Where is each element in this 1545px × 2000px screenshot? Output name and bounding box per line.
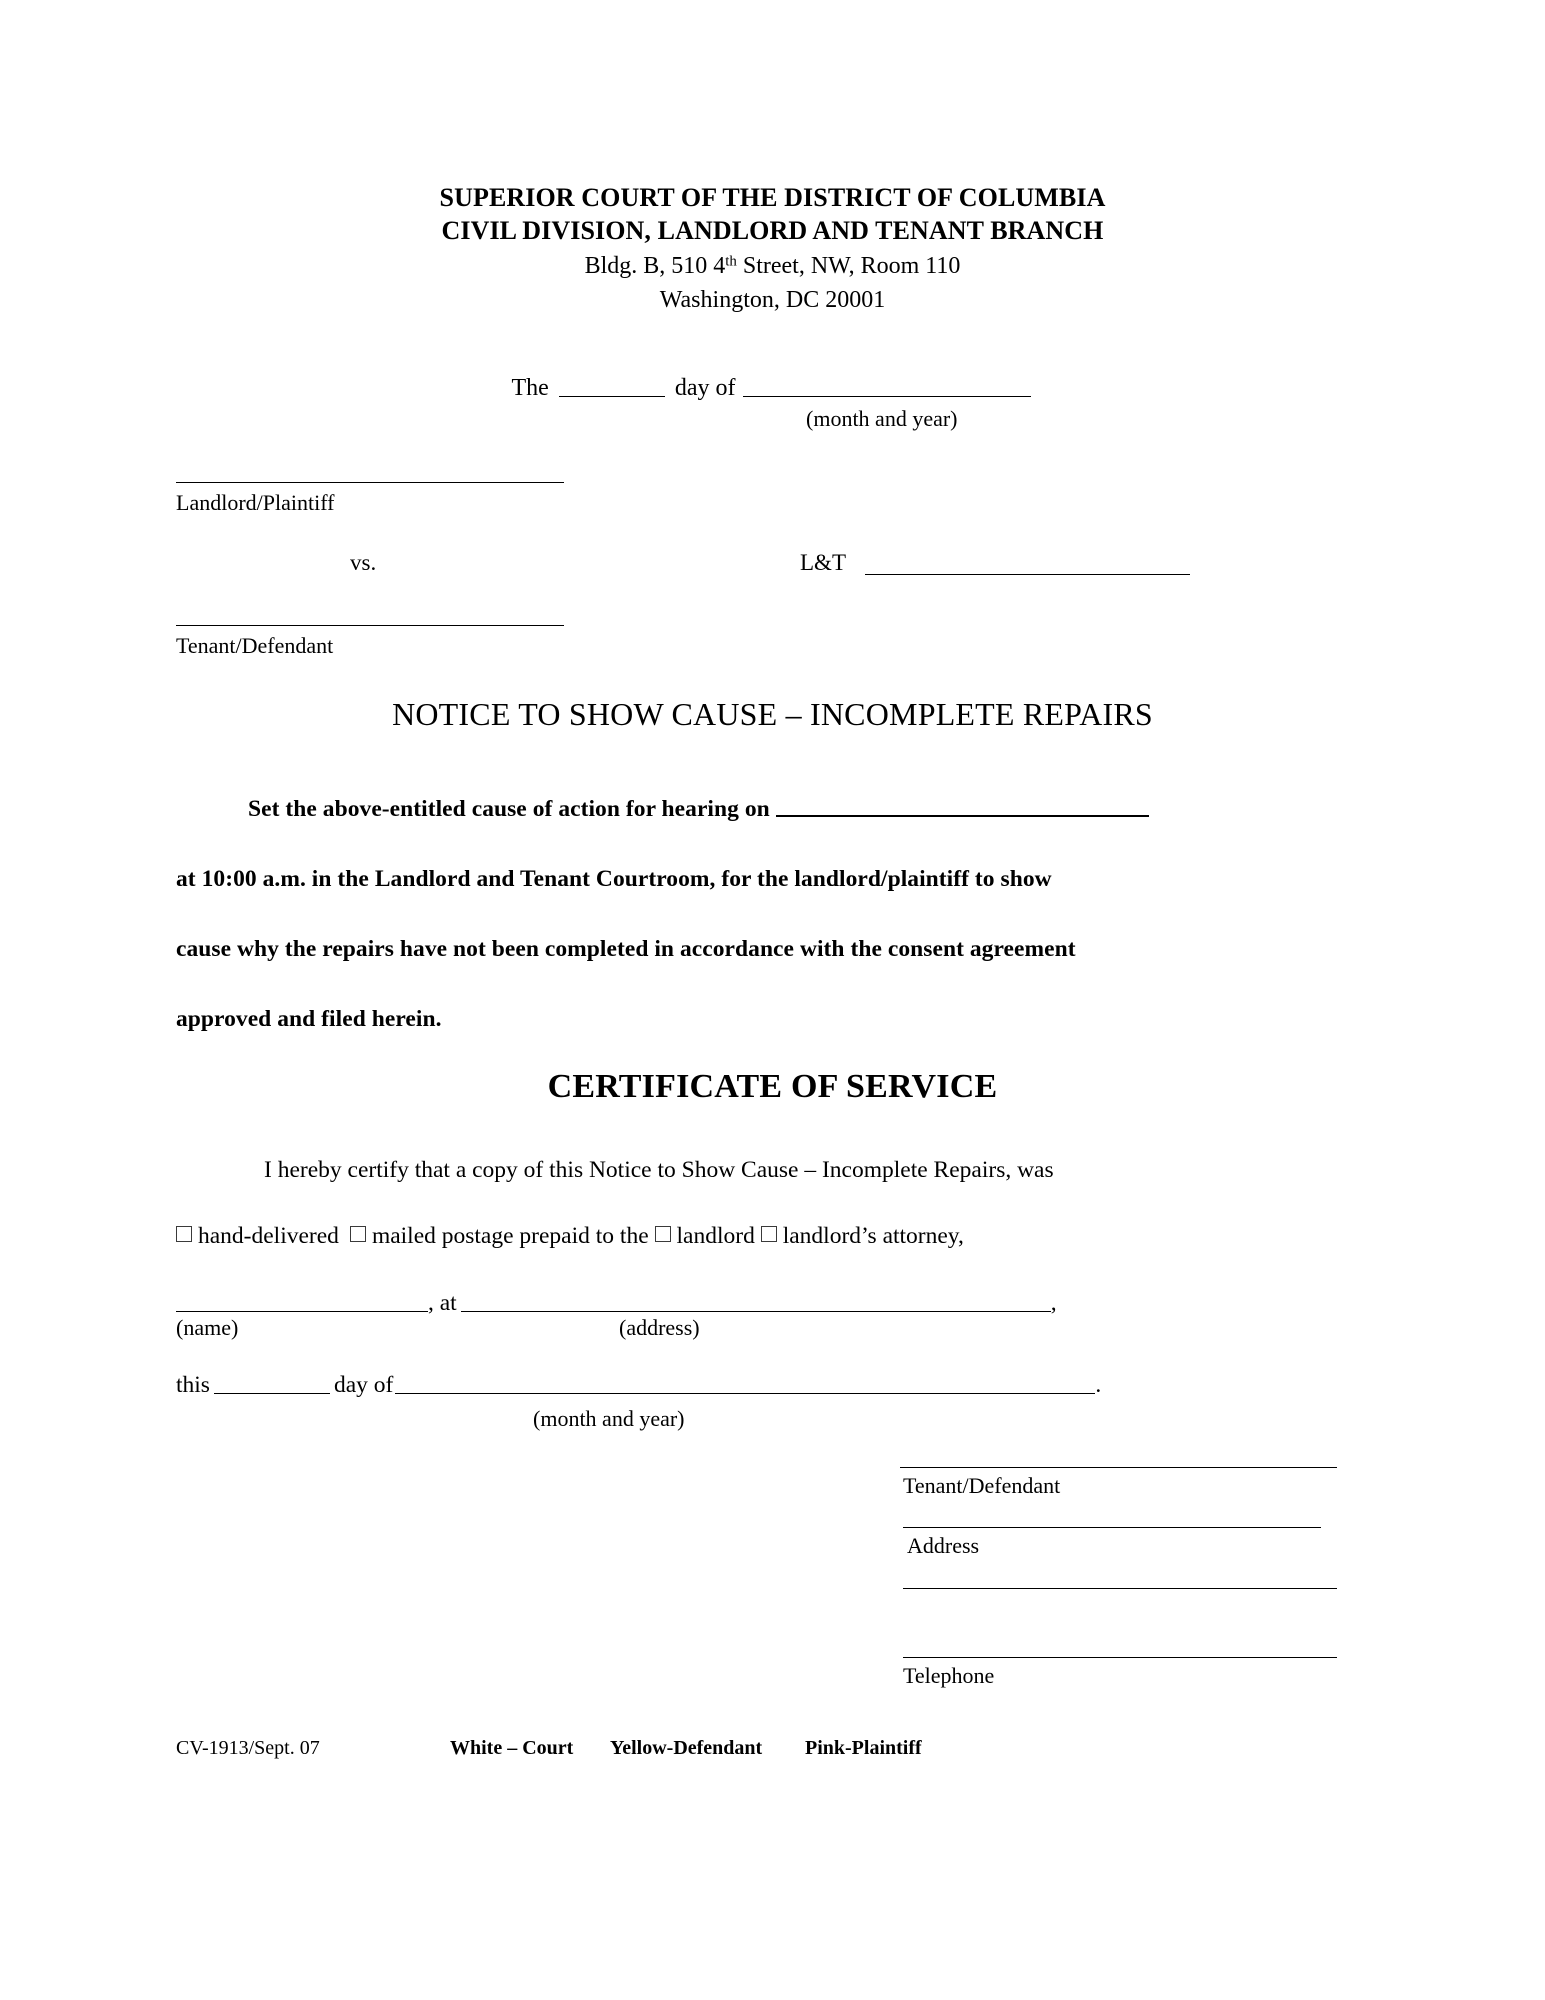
trailing-comma: ,	[1050, 1290, 1057, 1316]
hearing-date-blank-field[interactable]	[776, 815, 1149, 817]
court-address-line2: Washington, DC 20001	[659, 287, 886, 313]
tenant-name-rule[interactable]	[176, 625, 564, 626]
checkbox-landlord-attorney[interactable]	[761, 1226, 777, 1242]
case-number-prefix: L&T	[800, 550, 846, 575]
service-month-year-hint: (month and year)	[533, 1406, 685, 1431]
form-number: CV-1913/Sept. 07	[176, 1737, 320, 1759]
copy-distribution-white: White – Court	[450, 1737, 574, 1759]
signature-rule-telephone[interactable]	[903, 1657, 1337, 1658]
service-day-of-word: day of	[333, 1372, 394, 1398]
served-address-blank-field[interactable]	[461, 1311, 1051, 1312]
label-mailed: mailed postage prepaid to the	[371, 1223, 649, 1249]
address-prefix: Bldg. B, 510 4	[584, 253, 726, 279]
versus-label: vs.	[350, 550, 377, 575]
this-word: this	[176, 1372, 210, 1398]
address-ordinal-suffix: th	[725, 253, 737, 270]
served-name-address-line	[176, 1290, 1057, 1317]
copy-distribution-yellow: Yellow-Defendant	[610, 1737, 763, 1759]
order-body-line1	[176, 798, 1376, 822]
month-year-blank-field[interactable]	[743, 396, 1031, 397]
label-landlord: landlord	[676, 1223, 755, 1249]
service-month-year-blank-field[interactable]	[395, 1393, 1095, 1394]
court-name-line2: CIVIL DIVISION, LANDLORD AND TENANT BRANCH	[441, 216, 1104, 245]
landlord-name-rule[interactable]	[176, 482, 564, 483]
at-word: , at	[428, 1290, 457, 1316]
certificate-intro-line	[176, 1158, 1054, 1184]
day-blank-field[interactable]	[559, 396, 665, 397]
signature-rule-address-1[interactable]	[903, 1527, 1321, 1528]
trailing-period: .	[1095, 1372, 1102, 1398]
day-of-word: day of	[674, 375, 736, 401]
address-suffix: Street, NW, Room 110	[736, 253, 961, 279]
order-body-text1: Set the above-entitled cause of action for hearing on	[248, 796, 770, 822]
order-body-line2: at 10:00 a.m. in the Landlord and Tenant Courtroom, for the landlord/plaintiff to show	[176, 866, 1052, 892]
order-date-line	[0, 375, 1545, 402]
court-name-line1: SUPERIOR COURT OF THE DISTRICT OF COLUMBIA	[439, 183, 1106, 212]
checkbox-hand-delivered[interactable]	[176, 1226, 192, 1242]
tenant-defendant-label: Tenant/Defendant	[176, 633, 334, 658]
signature-rule-address-2[interactable]	[903, 1588, 1337, 1589]
signature-label-address: Address	[907, 1533, 980, 1558]
case-number-rule[interactable]	[865, 574, 1190, 575]
page-title: NOTICE TO SHOW CAUSE – INCOMPLETE REPAIRS	[392, 696, 1153, 732]
name-hint: (name)	[176, 1315, 239, 1340]
certificate-intro-text: I hereby certify that a copy of this Notice to Show Cause – Incomplete Repairs, was	[264, 1157, 1054, 1183]
delivery-method-line	[176, 1224, 964, 1250]
month-year-hint: (month and year)	[806, 406, 958, 431]
copy-distribution-pink: Pink-Plaintiff	[805, 1737, 922, 1759]
certificate-of-service-heading: CERTIFICATE OF SERVICE	[547, 1068, 998, 1105]
signature-rule-tenant[interactable]	[900, 1467, 1337, 1468]
signature-label-telephone: Telephone	[903, 1663, 995, 1688]
signature-label-tenant-defendant: Tenant/Defendant	[903, 1473, 1061, 1498]
the-word: The	[511, 375, 549, 401]
order-body-line3: cause why the repairs have not been completed in accordance with the consent agreement	[176, 936, 1076, 962]
checkbox-mailed-postage-prepaid[interactable]	[350, 1226, 366, 1242]
checkbox-landlord[interactable]	[655, 1226, 671, 1242]
served-name-blank-field[interactable]	[176, 1311, 428, 1312]
landlord-plaintiff-label: Landlord/Plaintiff	[176, 490, 335, 515]
address-hint: (address)	[619, 1315, 700, 1340]
court-address-line1	[0, 251, 1545, 281]
label-hand-delivered: hand-delivered	[198, 1223, 339, 1249]
label-landlord-attorney: landlord’s attorney,	[782, 1223, 964, 1249]
service-date-line	[176, 1372, 1101, 1399]
order-body-line4: approved and filed herein.	[176, 1006, 442, 1032]
service-day-blank-field[interactable]	[214, 1393, 330, 1394]
